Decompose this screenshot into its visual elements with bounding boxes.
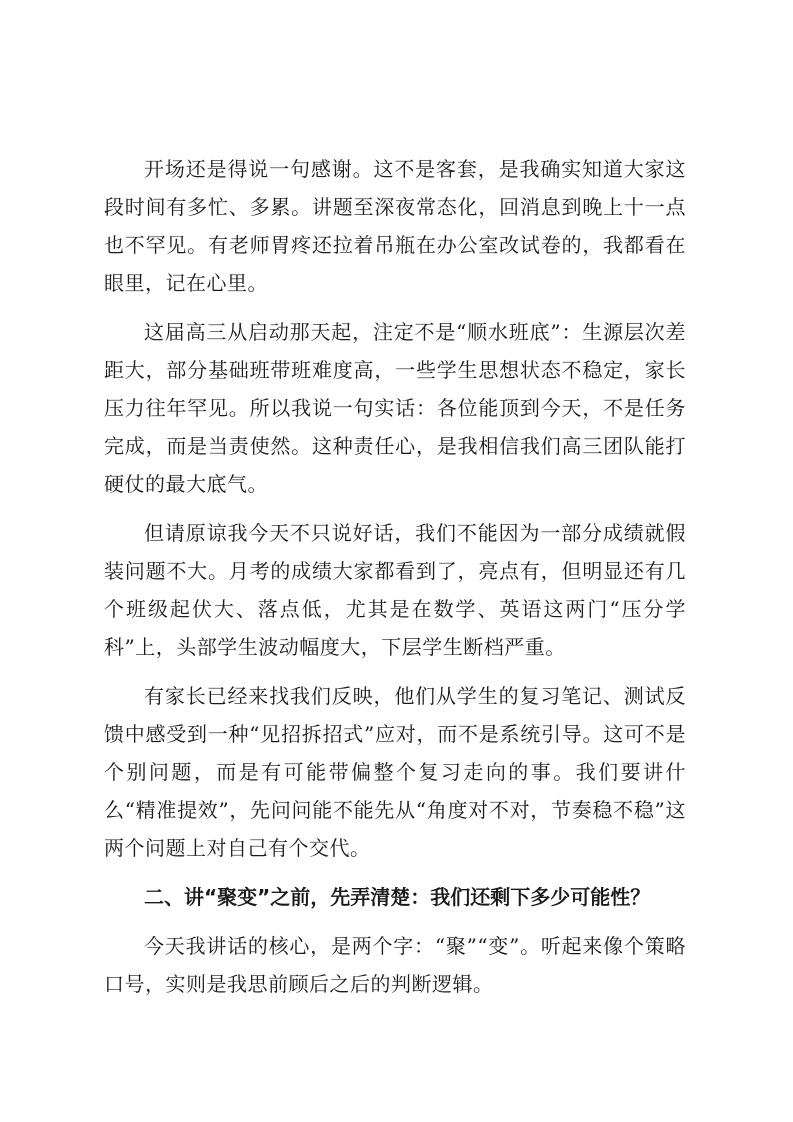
section-heading: 二、讲“聚变”之前，先弄清楚：我们还剩下多少可能性？ xyxy=(144,885,651,909)
paragraph-gratitude: 开场还是得说一句感谢。这不是客套，是我确实知道大家这段时间有多忙、多累。讲题至深夜常态化，回消息到晚上十一点也不罕见。有老师胃疼还拉着吊瓶在办公室改试卷的，我都看在眼里，记在心里。 xyxy=(104,157,686,295)
paragraph-core-message: 今天我讲话的核心，是两个字：“聚”“变”。听起来像个策略口号，实则是我思前顾后之后的判断逻辑。 xyxy=(104,934,686,996)
document-page xyxy=(104,150,686,1014)
paragraph-parent-feedback: 有家长已经来找我们反映，他们从学生的复习笔记、测试反馈中感受到一种“见招拆招式”应对，而不是系统引导。这可不是个别问题，而是有可能带偏整个复习走向的事。我们要讲什么“精准提效”，先问问能不能先从“角度对不对，节奏稳不稳”这两个问题上对自己有个交代。 xyxy=(104,684,686,860)
paragraph-class-situation: 这届高三从启动那天起，注定不是“顺水班底”：生源层次差距大，部分基础班带班难度高，一些学生思想状态不稳定，家长压力往年罕见。所以我说一句实话：各位能顶到今天，不是任务完成，而是当责使然。这种责任心，是我相信我们高三团队能打硬仗的最大底气。 xyxy=(104,320,686,496)
paragraph-problems: 但请原谅我今天不只说好话，我们不能因为一部分成绩就假装问题不大。月考的成绩大家都看到了，亮点有，但明显还有几个班级起伏大、落点低，尤其是在数学、英语这两门“压分学科”上，头部学生波动幅度大，下层学生断档严重。 xyxy=(104,521,686,659)
